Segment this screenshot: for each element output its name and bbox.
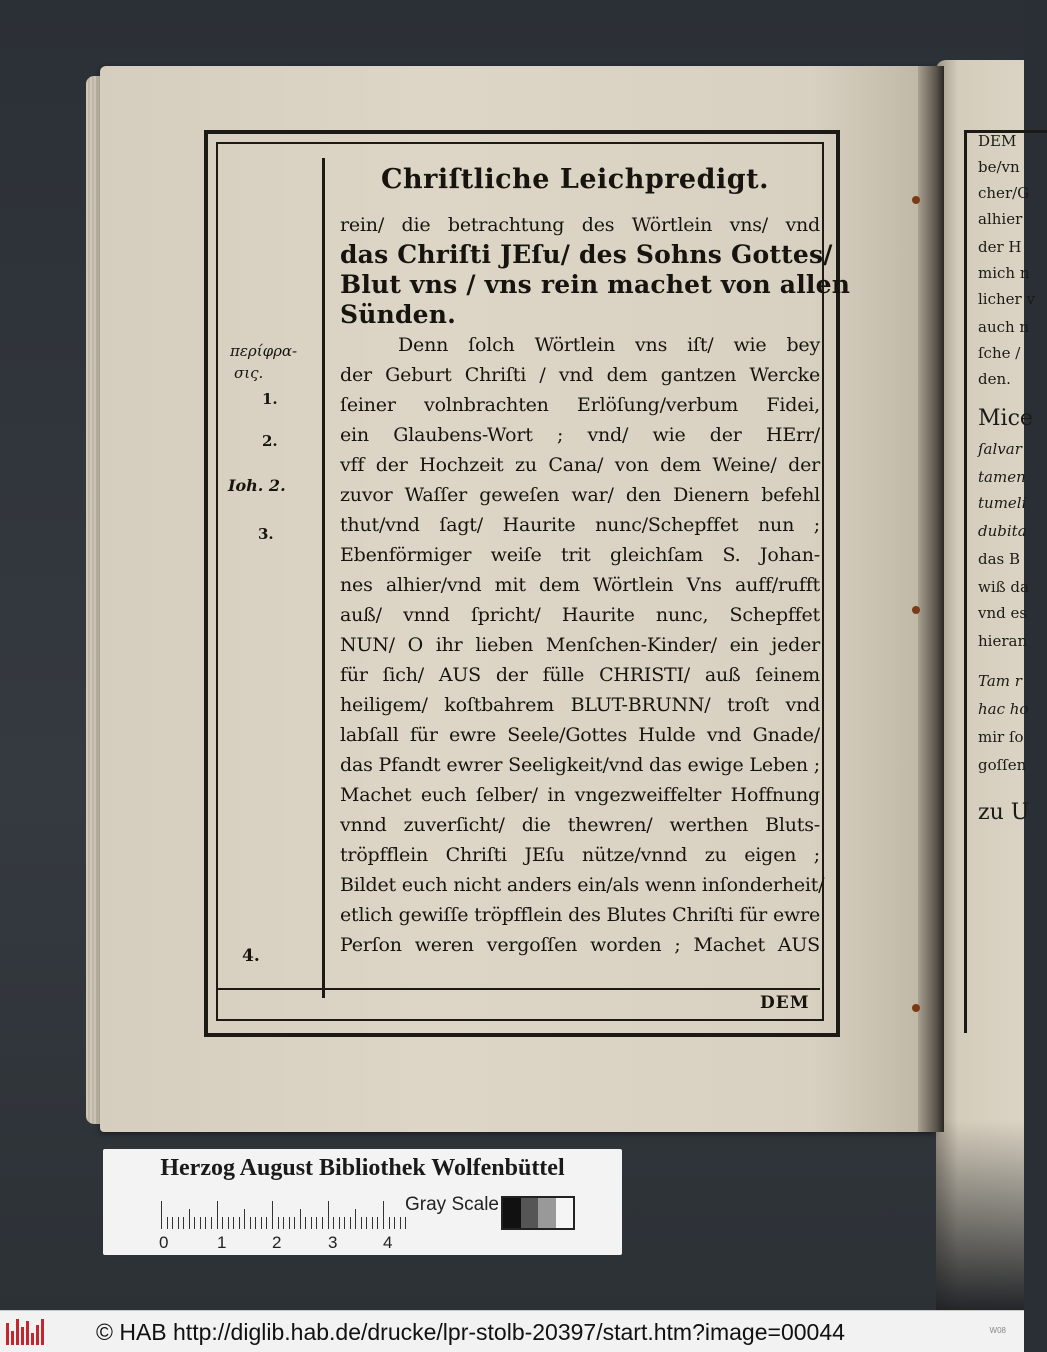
facing-page-line: Tam r (978, 672, 1022, 690)
facing-page-line: zu U (978, 800, 1030, 825)
ruler-tick (300, 1209, 301, 1229)
ruler-tick (366, 1217, 367, 1229)
body-text (340, 210, 851, 960)
facing-page-line: Mice (978, 406, 1033, 431)
ruler-tick (233, 1217, 234, 1229)
ruler-tick (255, 1217, 256, 1229)
facing-page-line: goſſen (978, 756, 1027, 774)
ruler-tick (222, 1217, 223, 1229)
ruler-tick (261, 1217, 262, 1229)
ruler-tick (250, 1217, 251, 1229)
text-line: Sünden. (340, 300, 457, 329)
gray-scale-swatches (501, 1196, 575, 1230)
ruler-tick (339, 1217, 340, 1229)
binding-hole (912, 606, 920, 614)
ruler-tick (200, 1217, 201, 1229)
text-line: zuvor Waſſer geweſen war/ den Dienern befehl (340, 484, 820, 506)
margin-column-rule (322, 158, 325, 998)
ruler-number: 2 (272, 1233, 282, 1252)
ruler-tick (389, 1217, 390, 1229)
ruler-tick (278, 1217, 279, 1229)
ruler-tick (205, 1217, 206, 1229)
ruler-tick (172, 1217, 173, 1229)
facing-page-shadow (936, 1120, 1024, 1320)
margin-note-greek (230, 340, 297, 384)
ruler-tick (328, 1201, 329, 1229)
binding-hole (912, 1004, 920, 1012)
margin-note-4: 4. (242, 946, 260, 966)
ruler-tick (178, 1217, 179, 1229)
text-line: etlich gewiſſe tröpfflein des Blutes Chriſti für ewre (340, 904, 820, 926)
ruler-tick (239, 1217, 240, 1229)
margin-note-ioh: Ioh. 2. (228, 476, 286, 495)
margin-greek-line: περίφρα- (230, 342, 298, 360)
facing-page-line: vnd es (978, 604, 1028, 622)
text-line: Denn ſolch Wörtlein vns iſt/ wie bey (398, 334, 820, 356)
text-line: vff der Hochzeit zu Cana/ von dem Weine/ der (340, 454, 820, 476)
ruler-tick (394, 1217, 395, 1229)
ruler-tick (333, 1217, 334, 1229)
footer-mark: W08 (989, 1326, 1006, 1335)
text-line: das Pfandt ewrer Seeligkeit/vnd das ewige Leben ; (340, 754, 820, 776)
ruler-tick (383, 1201, 384, 1229)
margin-note-1: 1. (262, 390, 278, 408)
ruler-tick (311, 1217, 312, 1229)
ruler-tick (211, 1217, 212, 1229)
gray-swatch (521, 1198, 539, 1228)
text-line: Bildet euch nicht anders ein/als wenn inſonderheit/ (340, 874, 825, 896)
facing-page-line: mich n (978, 264, 1030, 282)
text-line: labſall für ewre Seele/Gottes Hulde vnd Gnade/ (340, 724, 820, 746)
running-header: Chriſtliche Leichpredigt. (380, 164, 769, 195)
text-line: ſeiner volnbrachten Erlöſung/verbum Fidei, (340, 394, 820, 416)
text-line: Ebenförmiger weiſe trit gleichſam S. Johan- (340, 544, 820, 566)
ruler-tick (189, 1209, 190, 1229)
book-gutter (918, 66, 944, 1132)
ruler-tick (266, 1217, 267, 1229)
ruler-tick (272, 1201, 273, 1229)
ruler-number: 4 (383, 1233, 393, 1252)
ruler-tick (217, 1201, 218, 1229)
facing-page-line: ſche / (978, 344, 1021, 362)
text-line: tröpfflein Chriſti JEſu nütze/vnnd zu eigen ; (340, 844, 820, 866)
facing-page-line: auch n (978, 318, 1030, 336)
ruler-tick (167, 1217, 168, 1229)
gray-swatch (556, 1198, 574, 1228)
library-name: Herzog August Bibliothek Wolfenbüttel (160, 1155, 565, 1181)
text-line: rein/ die betrachtung des Wörtlein vns/ vnd (340, 214, 820, 236)
facing-page-line: wiß da (978, 578, 1029, 596)
margin-note-2: 2. (262, 432, 278, 450)
text-line: heiligem/ koſtbahrem BLUT-BRUNN/ troſt vnd (340, 694, 820, 716)
ruler-tick (322, 1217, 323, 1229)
ruler-tick (316, 1217, 317, 1229)
gray-scale-label: Gray Scale (405, 1194, 499, 1215)
text-line: Machet euch ſelber/ in vngezweiffelter Hoffnung (340, 784, 820, 806)
hab-logo-icon (6, 1319, 46, 1345)
text-line: Blut vns / vns rein machet von allen (340, 270, 851, 299)
facing-page-line: hac ho (978, 700, 1029, 718)
text-line: NUN/ O ihr lieben Menſchen-Kinder/ ein jeder (340, 634, 820, 656)
margin-greek-line: σις. (234, 364, 264, 382)
ruler-tick (183, 1217, 184, 1229)
ruler-tick (244, 1209, 245, 1229)
text-line: thut/vnd ſagt/ Haurite nunc/Schepffet nun ; (340, 514, 820, 536)
ruler-number: 1 (217, 1233, 227, 1252)
ruler-tick (344, 1217, 345, 1229)
ruler-tick (372, 1217, 373, 1229)
text-line: Perſon weren vergoſſen worden ; Machet AUS (340, 934, 820, 956)
facing-page-line: tumeli (978, 494, 1027, 512)
margin-note-3: 3. (258, 525, 274, 543)
facing-page-line: ſalvar (978, 440, 1022, 458)
facing-page-line: mir ſo (978, 728, 1024, 746)
ruler-tick (377, 1217, 378, 1229)
text-line: auß/ vnnd ſpricht/ Haurite nunc, Schepffet (340, 604, 820, 626)
facing-page-line: DEM (978, 132, 1017, 150)
ruler-tick (305, 1217, 306, 1229)
facing-page-line: den. (978, 370, 1011, 388)
ruler-tick (289, 1217, 290, 1229)
facing-page-line: hieran (978, 632, 1028, 650)
gray-swatch (503, 1198, 521, 1228)
facing-page-line: cher/G (978, 184, 1030, 202)
text-line: das Chriſti JEſu/ des Sohns Gottes/ (340, 240, 833, 269)
facing-page-line: licher v (978, 290, 1035, 308)
ruler-tick (283, 1217, 284, 1229)
facing-page-line: der H (978, 238, 1022, 256)
gray-swatch (538, 1198, 556, 1228)
text-line: nes alhier/vnd mit dem Wörtlein Vns auff/rufft (340, 574, 820, 596)
ruler-tick (161, 1201, 162, 1229)
ruler-tick (405, 1217, 406, 1229)
bottom-rule (216, 988, 820, 990)
ruler-number: 0 (159, 1233, 169, 1252)
ruler-tick (194, 1217, 195, 1229)
ruler-tick (350, 1217, 351, 1229)
ruler-tick (228, 1217, 229, 1229)
ruler-tick (400, 1217, 401, 1229)
facing-page-line: alhier (978, 210, 1023, 228)
footer-bar (0, 1310, 1024, 1352)
ruler-tick (361, 1217, 362, 1229)
facing-page-line: tamen (978, 468, 1026, 486)
ruler-tick (294, 1217, 295, 1229)
text-line: ein Glaubens-Wort ; vnd/ wie der HErr/ (340, 424, 820, 446)
ruler-tick (355, 1209, 356, 1229)
facing-page-line: be/vn (978, 158, 1020, 176)
ruler-number: 3 (328, 1233, 338, 1252)
facing-page-line: dubita (978, 522, 1027, 540)
scale-card (103, 1149, 622, 1255)
footer-copyright-url[interactable]: © HAB http://diglib.hab.de/drucke/lpr-stolb-20397/start.htm?image=00044 (96, 1319, 845, 1345)
text-line: der Geburt Chriſti / vnd dem gantzen Wercke (340, 364, 820, 386)
text-line: für ſich/ AUS der fülle CHRISTI/ auß ſeinem (340, 664, 820, 686)
facing-page-line: das B (978, 550, 1021, 568)
catchword: DEM (760, 993, 810, 1013)
text-line: vnnd zuverſicht/ die thewren/ werthen Bluts- (340, 814, 820, 836)
binding-hole (912, 196, 920, 204)
